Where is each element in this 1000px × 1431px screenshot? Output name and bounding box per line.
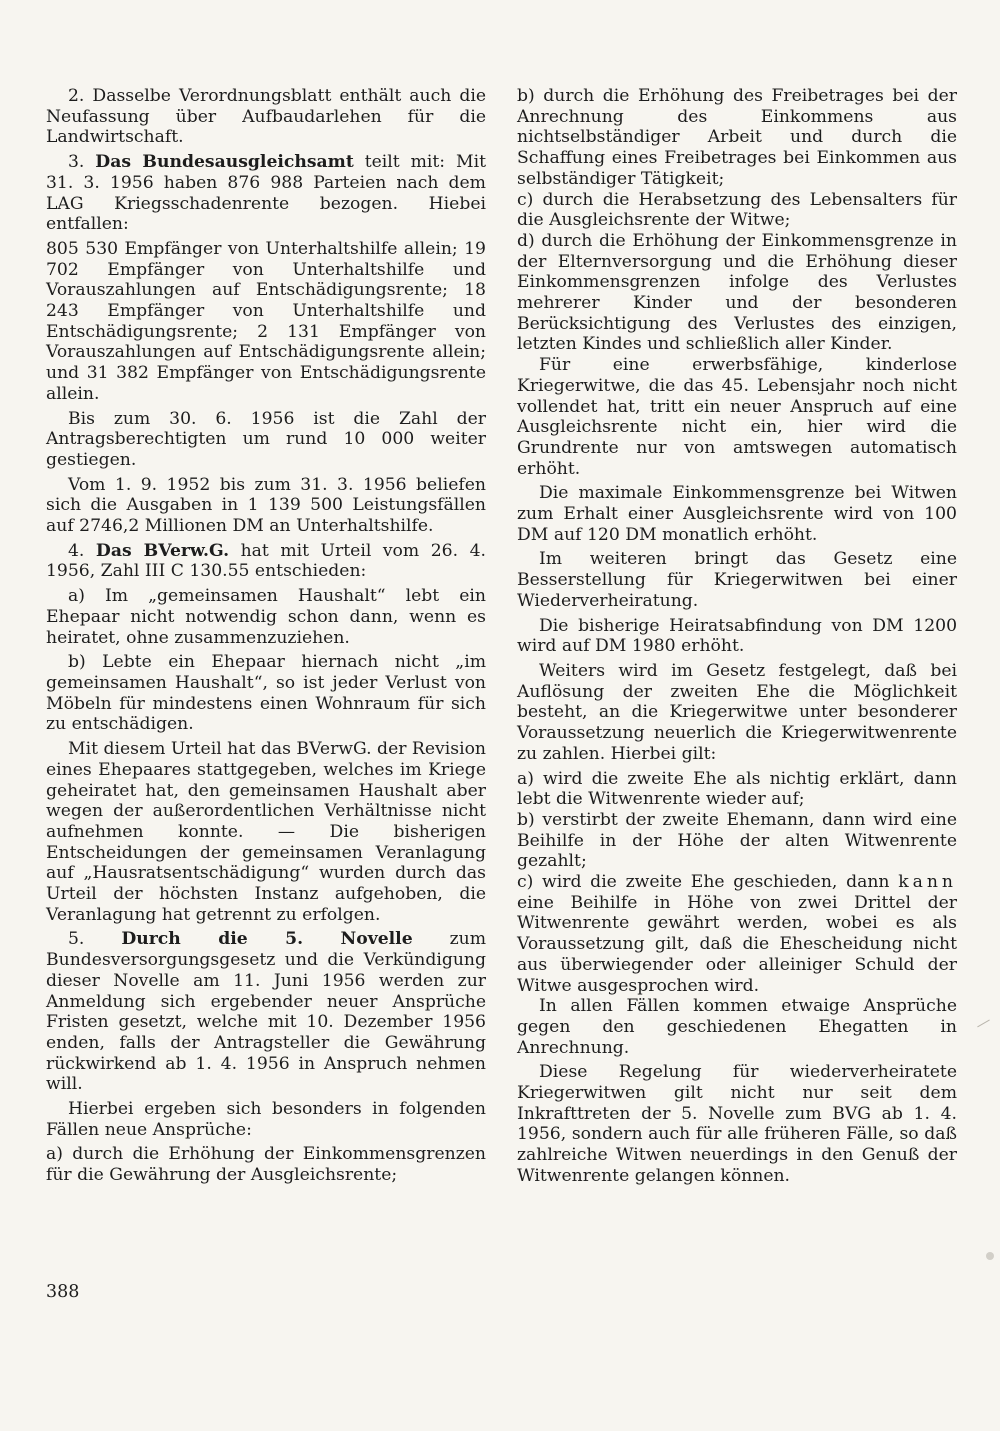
paragraph: Im weiteren bringt das Gesetz eine Besserstellung für Kriegerwitwen bei einer Wiederverheiratung. <box>517 549 957 611</box>
bold-heading: Das BVerw.G. <box>95 540 230 561</box>
list-item: c) durch die Herabsetzung des Lebensalters für die Ausgleichsrente der Witwe; <box>517 189 957 231</box>
paragraph <box>46 152 486 235</box>
paragraph: Weiters wird im Gesetz festgelegt, daß bei Auflösung der zweiten Ehe die Möglichkeit besteht, an die Kriegerwitwe unter besonderer Voraussetzung neuerlich die Kriegerwitwenrente zu zahlen. Hierbei gilt: <box>517 660 957 764</box>
paragraph-text: zum Bundesversorgungsgesetz und die Verkündigung dieser Novelle am 11. Juni 1956 werden zur Anmeldung sich ergebender neuer Ansprüche Fristen gesetzt, welche mit 10. Dezember 1956 enden, falls der Antragsteller die Gewährung rückwirkend ab 1. 4. 1956 in Anspruch nehmen will. <box>46 929 486 1095</box>
paragraph <box>46 929 486 1095</box>
page-number: 388 <box>46 1282 80 1302</box>
right-column <box>517 86 957 1191</box>
list-item: b) Lebte ein Ehepaar hiernach nicht „im gemeinsamen Haushalt“, so ist jeder Verlust von Möbeln für mindestens einen Wohnraum für sich zu entschädigen. <box>46 652 486 735</box>
list-item <box>517 872 957 996</box>
paragraph: Die maximale Einkommensgrenze bei Witwen zum Erhalt einer Ausgleichsrente wird von 100 DM auf 120 DM monatlich erhöht. <box>517 483 957 545</box>
paragraph: Diese Regelung für wiederverheiratete Kriegerwitwen gilt nicht nur seit dem Inkrafttreten der 5. Novelle zum BVG ab 1. 4. 1956, sondern auch für alle früheren Fälle, so daß zahlreiche Witwen neuerdings in den Genuß der Witwenrente gelangen können. <box>517 1062 957 1186</box>
paragraph: In allen Fällen kommen etwaige Ansprüche gegen den geschiedenen Ehegatten in Anrechnung. <box>517 996 957 1058</box>
list-item: d) durch die Erhöhung der Einkommensgrenze in der Elternversorgung und die Erhöhung dieser Einkommensgrenzen infolge des Verlustes mehrerer Kinder und der besonderen Berücksichtigung des Verlustes des einzigen, letzten Kindes und schließlich aller Kinder. <box>517 230 957 355</box>
section-number: 3. <box>68 152 96 173</box>
paragraph: Mit diesem Urteil hat das BVerwG. der Revision eines Ehepaares stattgegeben, welches im Kriege geheiratet hat, den gemeinsamen Haushalt aber wegen der außerordentlichen Verhältnisse nicht aufnehmen konnte. — Die bisherigen Entscheidungen der gemeinsamen Veranlagung auf „Hausratsentschädigung“ wurden durch das Urteil der höchsten Instanz aufgehoben, die Veranlagung hat getrennt zu erfolgen. <box>46 739 486 925</box>
list-item: b) durch die Erhöhung des Freibetrages bei der Anrechnung des Einkommens aus nichtselbständiger Arbeit und durch die Schaffung eines Freibetrages bei Einkommen aus selbständiger Tätigkeit; <box>517 86 957 189</box>
list-item: b) verstirbt der zweite Ehemann, dann wird eine Beihilfe in der Höhe der alten Witwenrente gezahlt; <box>517 809 957 872</box>
scan-speck <box>986 1252 994 1260</box>
paragraph <box>46 541 486 582</box>
spaced-emphasis: kann <box>898 872 957 893</box>
section-number: 4. <box>68 540 96 561</box>
paragraph-text: eine Beihilfe in Höhe von zwei Drittel der Witwenrente gewährt werden, wobei es als Voraussetzung gilt, daß die Ehescheidung nicht aus überwiegender oder alleiniger Schuld der Witwe ausgesprochen wird. <box>517 892 957 996</box>
bold-heading: Das Bundesausgleichsamt <box>95 152 354 173</box>
list-item: a) wird die zweite Ehe als nichtig erklärt, dann lebt die Witwenrente wieder auf; <box>517 768 957 810</box>
paragraph-text: hat mit Urteil vom 26. 4. 1956, Zahl III C 130.55 entschieden: <box>46 540 486 582</box>
bold-heading: Durch die 5. Novelle <box>121 929 413 950</box>
section-number: 5. <box>68 929 122 950</box>
list-item: a) Im „gemeinsamen Haushalt“ lebt ein Ehepaar nicht notwendig schon dann, wenn es heiratet, ohne zusammenzuziehen. <box>46 586 486 648</box>
list-item: a) durch die Erhöhung der Einkommensgrenzen für die Gewährung der Ausgleichsrente; <box>46 1144 486 1186</box>
scan-mark <box>977 1020 997 1040</box>
paragraph: Bis zum 30. 6. 1956 ist die Zahl der Antragsberechtigten um rund 10 000 weiter gestiegen. <box>46 408 486 470</box>
paragraph-text: teilt mit: Mit 31. 3. 1956 haben 876 988 Parteien nach dem LAG Kriegsschadenrente bezogen. Hiebei entfallen: <box>46 152 486 235</box>
paragraph: Vom 1. 9. 1952 bis zum 31. 3. 1956 beliefen sich die Ausgaben in 1 139 500 Leistungsfällen auf 2746,2 Millionen DM an Unterhaltshilfe. <box>46 474 486 537</box>
left-column <box>46 86 486 1186</box>
paragraph: 2. Dasselbe Verordnungsblatt enthält auch die Neufassung über Aufbaudarlehen für die Landwirtschaft. <box>46 86 486 148</box>
paragraph-text: c) wird die zweite Ehe geschieden, dann <box>517 872 899 893</box>
paragraph: Für eine erwerbsfähige, kinderlose Kriegerwitwe, die das 45. Lebensjahr noch nicht vollendet hat, tritt ein neuer Anspruch auf eine Ausgleichsrente nicht ein, hier wird die Grundrente nur von amtswegen automatisch erhöht. <box>517 355 957 479</box>
paragraph: Die bisherige Heiratsabfindung von DM 1200 wird auf DM 1980 erhöht. <box>517 615 957 657</box>
paragraph: 805 530 Empfänger von Unterhaltshilfe allein; 19 702 Empfänger von Unterhaltshilfe und Vorauszahlungen auf Entschädigungsrente; 18 243 Empfänger von Unterhaltshilfe und Entschädigungsrente; 2 131 Empfänger von Vorauszahlungen auf Entschädigungsrente allein; und 31 382 Empfänger von Entschädigungsrente allein. <box>46 238 486 404</box>
paragraph: Hierbei ergeben sich besonders in folgenden Fällen neue Ansprüche: <box>46 1099 486 1140</box>
